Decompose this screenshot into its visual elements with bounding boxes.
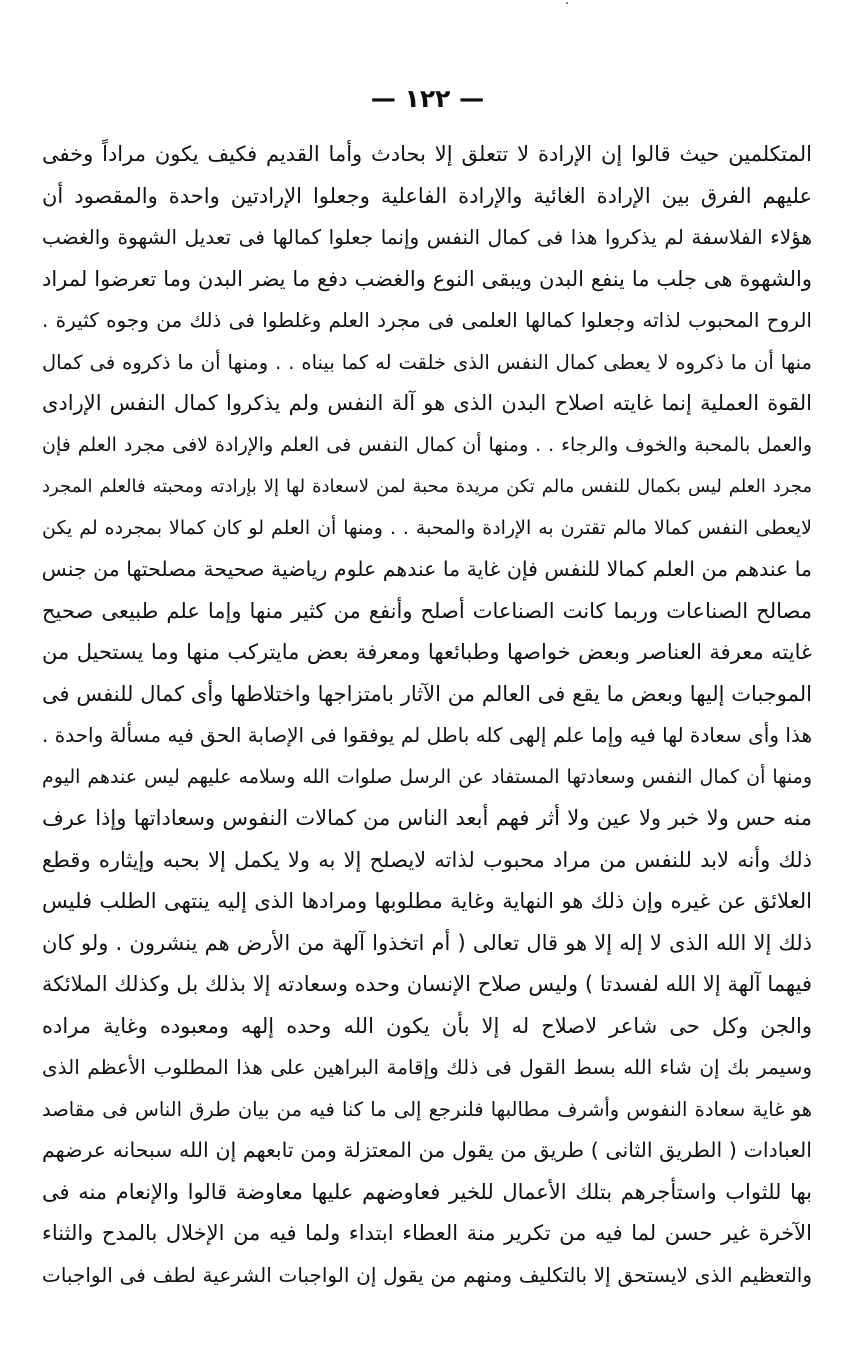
text-line: والتعظيم الذى لايستحق إلا بالتكليف ومنهم من يقول إن الواجبات الشرعية لطف فى الواجبات — [42, 1262, 812, 1287]
text-line: منه حس ولا خبر ولا عين ولا أثر فهم أبعد الناس من كمالات النفوس وسعاداتها وإذا عرف — [42, 806, 812, 830]
text-line: لايعطى النفس كمالا مالم تقترن به الإرادة والمحبة . . ومنها أن العلم لو كان كمالا بمجرده لم يكن — [42, 516, 812, 539]
text-line: العبادات ( الطريق الثانى ) طريق من يقول من المعتزلة ومن تابعهم إن الله سبحانه عرضهم — [42, 1138, 812, 1162]
text-line: والعمل بالمحبة والخوف والرجاء . . ومنها أن كمال النفس فى العلم والإرادة لافى مجرد العلم فإن — [42, 433, 812, 456]
text-line: فيهما آلهة إلا الله لفسدتا ) وليس صلاح الإنسان وحده وسعادته إلا بذلك بل وكذلك الملائكة — [42, 972, 812, 996]
text-line: القوة العملية إنما غايته اصلاح البدن الذى هو آلة النفس ولم يذكروا كمال النفس الإرادى — [42, 391, 812, 415]
text-line: هو غاية سعادة النفوس وأشرف مطالبها فلنرجع إلى ما كنا فيه من بيان طرق الناس فى مقاصد — [42, 1097, 812, 1121]
text-line: ما عندهم من العلم كمالا للنفس فإن غاية ما عندهم علوم رياضية صحيحة مصلحتها من جنس — [42, 557, 812, 581]
text-line: عليهم الفرق بين الإرادة الغائية والإرادة الفاعلية وجعلوا الإرادتين واحدة والمقصود أن — [42, 183, 812, 208]
text-line: والشهوة هى جلب ما ينفع البدن ويبقى النوع والغضب دفع ما يضر البدن وما تعرضوا لمراد — [42, 266, 812, 291]
text-line: مصالح الصناعات وربما كانت الصناعات أصلح وأنفع من كثير منها وإما علم طبيعى صحيح — [42, 598, 812, 623]
scan-speck — [566, 2, 568, 4]
page-number: — ١٢٢ — — [370, 84, 485, 113]
text-line: هذا وأى سعادة لها فيه وإما علم إلهى كله باطل لم يوفقوا فى الإصابة الحق فيه مسألة واحدة . — [42, 723, 812, 747]
text-line: ومنها أن كمال النفس وسعادتها المستفاد عن الرسل صلوات الله وسلامه عليهم ليس عندهم اليوم — [42, 765, 812, 788]
text-line: ذلك إلا الله الذى لا إله إلا هو قال تعالى ( أم اتخذوا آلهة من الأرض هم ينشرون . ولو كان — [42, 930, 812, 955]
text-line: مجرد العلم ليس بكمال للنفس مالم تكن مريدة محبة لمن لاسعادة لها إلا بإرادته ومحبته فالعلم المجرد — [42, 476, 812, 497]
text-line: وسيمر بك إن شاء الله بسط القول فى ذلك وإقامة البراهين على هذا المطلوب الأعظم الذى — [42, 1055, 812, 1079]
text-line: العلائق عن غيره وإن ذلك هو النهاية وغاية مطلوبها ومرادها الذى إليه ينتهى الطلب فليس — [42, 889, 812, 913]
text-line: الآخرة غير حسن لما فيه من تكرير منة العطاء ابتداء ولما فيه من الإخلال بالمدح والثناء — [42, 1221, 812, 1245]
body-text — [42, 134, 812, 1296]
text-line: منها أن ما ذكروه لا يعطى كمال النفس الذى خلقت له كما بيناه . . ومنها أن ما ذكروه فى كمال — [42, 350, 812, 374]
text-line: بها للثواب واستأجرهم بتلك الأعمال للخير فعاوضهم عليها معاوضة قالوا والإنعام منه فى — [42, 1179, 812, 1204]
text-line: هؤلاء الفلاسفة لم يذكروا هذا فى كمال النفس وإنما جعلوا كمالها فى تعديل الشهوة والغضب — [42, 225, 812, 249]
text-line: غايته معرفة العناصر وبعض خواصها وطبائعها ومعرفة بعض مايتركب منها وما يستحيل من — [42, 640, 812, 664]
text-line: ذلك وأنه لابد للنفس من مراد محبوب لذاته لايصلح إلا به ولا يكمل إلا بحبه وإيثاره وقطع — [42, 847, 812, 872]
text-line: الموجبات إليها وبعض ما يقع فى العالم من الآثار بامتزاجها واختلاطها وأى كمال للنفس فى — [42, 681, 812, 706]
text-line: الروح المحبوب لذاته وجعلوا كمالها العلمى فى مجرد العلم وغلطوا فى ذلك من وجوه كثيرة . — [42, 308, 812, 332]
text-line: المتكلمين حيث قالوا إن الإرادة لا تتعلق إلا بحادث وأما القديم فكيف يكون مراداً وخفى — [42, 142, 812, 166]
text-line: والجن وكل حى شاعر لاصلاح له إلا بأن يكون الله وحده إلهه ومعبوده وغاية مراده — [42, 1013, 812, 1038]
